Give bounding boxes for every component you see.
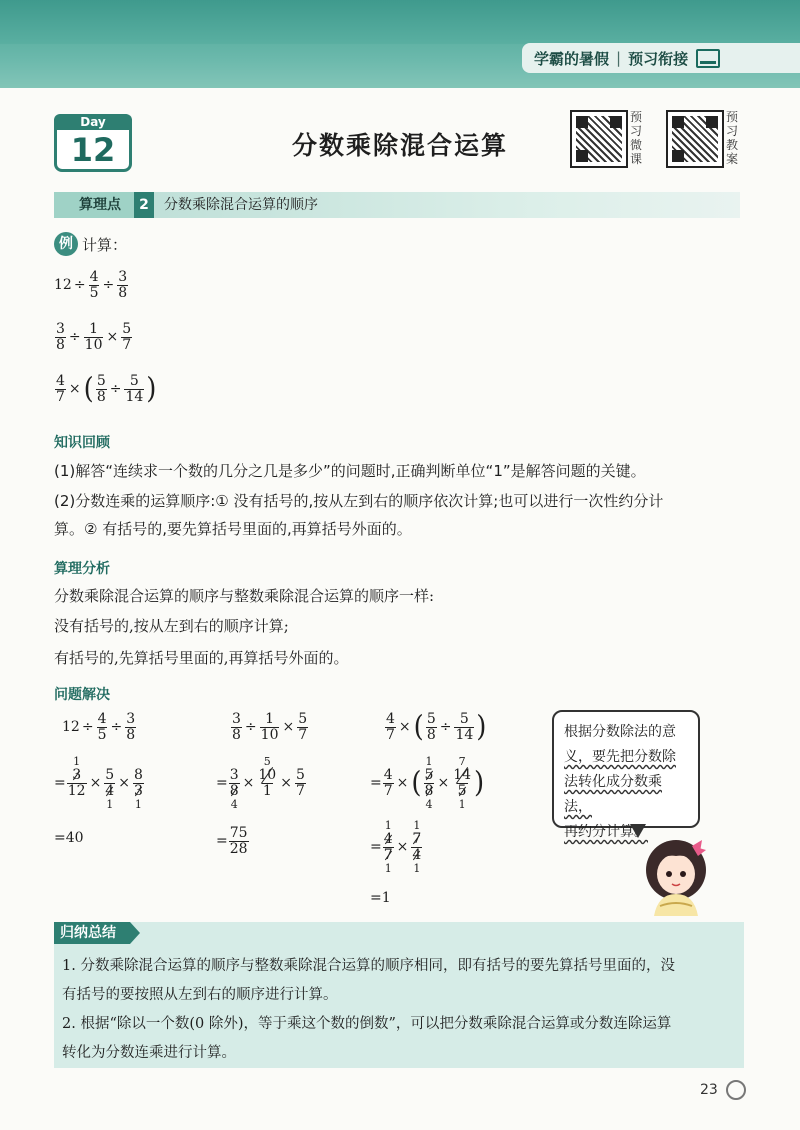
review-heading: 知识回顾 bbox=[54, 435, 110, 451]
section-label: 算理点 bbox=[54, 192, 146, 218]
p3-f3-den: 14 bbox=[125, 388, 144, 405]
tip-line-4-text: 再约分计算。 bbox=[564, 824, 648, 840]
s2-result-den: 28 bbox=[229, 840, 248, 857]
s3-f2-den: 8 bbox=[426, 726, 436, 743]
s3-f2-num: 5 bbox=[426, 711, 436, 727]
solution-3-step-1: = $\frac{4}{7}$ × ( 5 1 8 4 × 14 7 5 1 ) bbox=[370, 755, 485, 811]
solution-3-step-2: = 4 1 7 1 × 7 1 4 1 bbox=[370, 819, 422, 875]
solution-1-result: =40 bbox=[54, 830, 84, 846]
summary-line-2: 有括号的要按照从左到右的顺序进行计算。 bbox=[62, 987, 338, 1003]
tip-line-2 bbox=[564, 745, 688, 770]
p2-f1-den: 8 bbox=[56, 336, 65, 353]
tip-line-3 bbox=[564, 770, 688, 820]
brand-separator: | bbox=[616, 49, 622, 67]
qr-label-lesson-plan: 预习教案 bbox=[726, 110, 739, 166]
review-item-2-line-1: (2)分数连乘的运算顺序:① 没有括号的,按从左到右的顺序依次计算;也可以进行一次性约分计 bbox=[54, 492, 664, 510]
qr-code-lesson-plan[interactable] bbox=[666, 110, 724, 168]
solution-3-result: =1 bbox=[370, 890, 391, 906]
p3-f3-num: 5 bbox=[129, 373, 139, 389]
s3-f3-num: 5 bbox=[459, 711, 469, 727]
s2-f2-num: 1 bbox=[265, 711, 275, 727]
p3-f2-den: 8 bbox=[96, 388, 106, 405]
p1-lead: 12 bbox=[54, 277, 72, 294]
example-prompt: 计算： bbox=[82, 236, 128, 254]
p2-f3-den: 7 bbox=[122, 336, 132, 353]
s2-f3-den: 7 bbox=[298, 726, 308, 743]
p3-f1-num: 4 bbox=[56, 373, 65, 389]
summary-line-4: 转化为分数连乘进行计算。 bbox=[62, 1045, 236, 1061]
page-title: 分数乘除混合运算 bbox=[291, 131, 508, 160]
qr-code-micro-lesson[interactable] bbox=[570, 110, 628, 168]
s1-f2-den: 8 bbox=[126, 726, 136, 743]
summary-tag: 归纳总结 bbox=[54, 922, 130, 944]
s3-f3-den: 14 bbox=[455, 726, 474, 743]
analysis-line-2: 没有括号的,按从左到右的顺序计算; bbox=[54, 617, 289, 635]
solution-1-step-1: = 3 1 12 × 5 4 1 × 8 3 1 bbox=[54, 755, 143, 811]
solution-2-step-1: = 3 8 4 × 10 5 1 × $\frac{5}{7}$ bbox=[216, 755, 305, 811]
section-title: 分数乘除混合运算的顺序 bbox=[164, 197, 318, 213]
solution-3-step-0: $\frac{4}{7}$ × ( $\frac{5}{8}$ ÷ $\frac{5}{14}$ ) bbox=[386, 710, 487, 744]
sun-icon bbox=[726, 1080, 746, 1100]
analysis-line-3: 有括号的,先算括号里面的,再算括号外面的。 bbox=[54, 649, 349, 667]
p2-f2-den: 10 bbox=[84, 336, 103, 353]
girl-illustration-icon bbox=[636, 832, 716, 916]
brand-left: 学霸的暑假 bbox=[534, 49, 610, 68]
p3-f2-num: 5 bbox=[96, 373, 106, 389]
tip-line-2-text: 义，要先把分数除 bbox=[564, 749, 676, 765]
section-bar bbox=[54, 192, 740, 218]
analysis-heading: 算理分析 bbox=[54, 561, 110, 577]
s1-lead: 12 bbox=[62, 719, 80, 736]
s2-f3-num: 5 bbox=[298, 711, 308, 727]
s2-eq: = bbox=[216, 833, 228, 850]
summary-line-3: 2. 根据“除以一个数(0 除外)，等于乘这个数的倒数”，可以把分数乘除混合运算或分数连除运算 bbox=[62, 1016, 672, 1032]
s1-f1-den: 5 bbox=[97, 726, 107, 743]
qr-label-micro-lesson: 预习微课 bbox=[630, 110, 643, 166]
day-number: 12 bbox=[70, 131, 116, 169]
tip-line-1: 根据分数除法的意 bbox=[564, 724, 676, 740]
brand-tag bbox=[522, 43, 800, 73]
brand-right: 预习衔接 bbox=[628, 49, 689, 68]
problem-3: $\frac{4}{7}$ × ( $\frac{5}{8}$ ÷ $\frac{5}{14}$ ) bbox=[56, 372, 157, 406]
summary-text bbox=[62, 952, 738, 1068]
summary-line-1: 1. 分数乘除混合运算的顺序与整数乘除混合运算的顺序相同，即有括号的要先算括号里面的，没 bbox=[62, 958, 675, 974]
problem-2: $\frac{3}{8}$ ÷ $\frac{1}{10}$ × $\frac{5}{7}$ bbox=[56, 321, 132, 353]
tip-line-3-text: 法转化成分数乘法， bbox=[564, 774, 662, 815]
analysis-line-1: 分数乘除混合运算的顺序与整数乘除混合运算的顺序一样: bbox=[54, 587, 435, 605]
s3-f1-num: 4 bbox=[386, 711, 395, 727]
example-badge: 例 bbox=[54, 232, 78, 256]
section-number: 2 bbox=[134, 192, 154, 218]
s2-f1-den: 8 bbox=[232, 726, 241, 743]
s3-f1-den: 7 bbox=[386, 726, 395, 743]
p2-f3-num: 5 bbox=[122, 321, 132, 337]
p2-f2-num: 1 bbox=[89, 321, 99, 337]
day-label: Day bbox=[54, 114, 132, 130]
p3-f1-den: 7 bbox=[56, 388, 65, 405]
p1-f2-num: 3 bbox=[118, 269, 128, 285]
review-item-1: (1)解答“连续求一个数的几分之几是多少”的问题时,正确判断单位“1”是解答问题的关键。 bbox=[54, 462, 646, 480]
problem-1: 12 ÷ $\frac{4}{5}$ ÷ $\frac{3}{8}$ bbox=[54, 269, 128, 301]
p1-f1-den: 5 bbox=[89, 284, 99, 301]
s2-result-num: 75 bbox=[229, 825, 248, 841]
laptop-icon bbox=[696, 49, 720, 68]
s1-f1-num: 4 bbox=[97, 711, 107, 727]
review-item-2-line-2: 算。② 有括号的,要先算括号里面的,再算括号外面的。 bbox=[54, 520, 412, 538]
tip-bubble bbox=[552, 710, 700, 840]
solution-2-result bbox=[216, 826, 250, 856]
p2-f1-num: 3 bbox=[56, 321, 65, 337]
solution-2-step-0: $\frac{3}{8}$ ÷ $\frac{1}{10}$ × $\frac{5}{7}$ bbox=[232, 711, 308, 743]
p1-f2-den: 8 bbox=[118, 284, 128, 301]
s2-f2-den: 10 bbox=[260, 726, 279, 743]
s1-f2-num: 3 bbox=[126, 711, 136, 727]
summary-tag-tip bbox=[130, 922, 140, 944]
solution-1-step-0: 12 ÷ $\frac{4}{5}$ ÷ $\frac{3}{8}$ bbox=[62, 711, 136, 743]
p1-f1-num: 4 bbox=[89, 269, 99, 285]
solve-heading: 问题解决 bbox=[54, 687, 110, 703]
s2-f1-num: 3 bbox=[232, 711, 241, 727]
page-number: 23 bbox=[700, 1082, 718, 1098]
